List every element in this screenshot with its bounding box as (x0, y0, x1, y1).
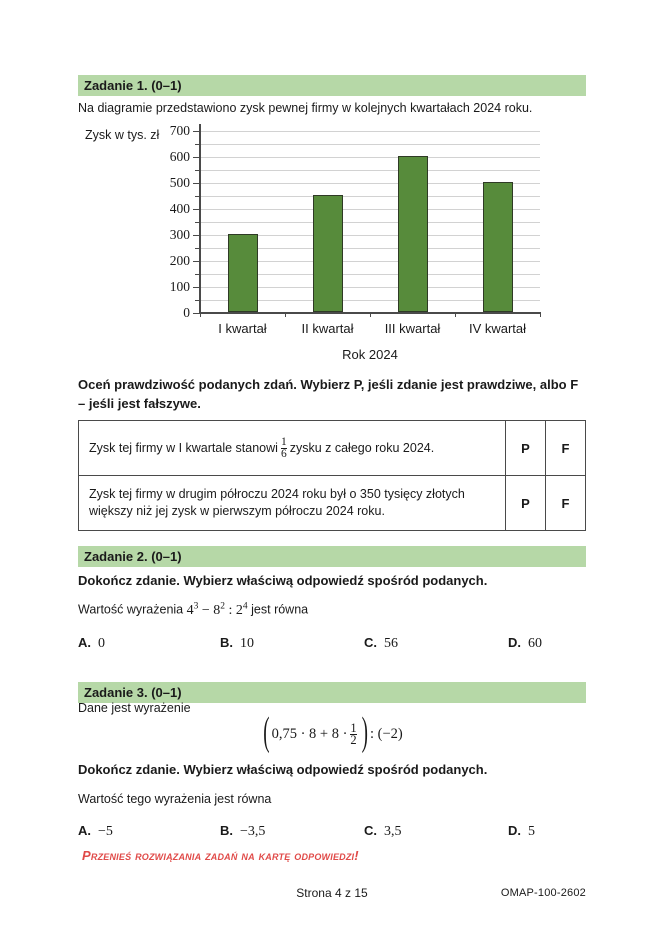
bar-II kwartał (313, 195, 343, 312)
task2-question: Wartość wyrażenia $4^3 - 8^2$ : $2^4$ jest równa (78, 601, 309, 618)
option-d: D. 60 (508, 635, 542, 651)
task2-expression: $4^3 - 8^2$ : $2^4$ (186, 601, 248, 618)
task1-instruction: Oceń prawdziwość podanych zdań. Wybierz P, jeśli zdanie jest prawdziwe, albo F – jeśli jest fałszywe. (78, 377, 579, 411)
x-axis-title: Rok 2024 (342, 347, 398, 362)
chart-plot-area (169, 123, 540, 362)
x-tick-label: I kwartał (218, 321, 267, 336)
y-tick-label: 200 (169, 253, 190, 268)
answer-f-2: F (546, 476, 586, 531)
option-b: B. 10 (220, 635, 254, 651)
option-b: B. −3,5 (220, 823, 266, 839)
fraction: $\frac{1}{2}$ (350, 720, 357, 747)
y-tick-label: 700 (169, 123, 190, 138)
option-c: C. 56 (364, 635, 398, 651)
task3-options (78, 822, 586, 842)
task1-intro: Na diagramie przedstawiono zysk pewnej firmy w kolejnych kwartałach 2024 roku. (78, 101, 533, 115)
bar-chart (78, 125, 586, 365)
bar-IV kwartał (483, 182, 513, 312)
exam-code: OMAP-100-2602 (500, 887, 586, 899)
option-a: A. −5 (78, 823, 113, 839)
task2-header: Zadanie 2. (0–1) (78, 546, 586, 567)
task3-intro: Dane jest wyrażenie (78, 701, 191, 715)
table-row (79, 421, 586, 476)
fraction: $\frac{1}{6}$ (280, 435, 287, 460)
answer-p-2: P (506, 476, 546, 531)
gridline (200, 157, 540, 158)
x-tick-label: IV kwartał (468, 321, 527, 336)
y-tick-label: 0 (183, 305, 190, 320)
task3-expression: ( 0,75 · 8 + 8 · $\frac{1}{2}$ ) : (−2) (263, 710, 403, 755)
statement-1: Zysk tej firmy w I kwartale stanowi $\frac{1}{6}$ zysku z całego roku 2024. (79, 421, 506, 476)
y-tick-label: 500 (169, 175, 190, 190)
task3-instruction: Dokończ zdanie. Wybierz właściwą odpowiedź spośród podanych. (78, 762, 488, 777)
bar-I kwartał (228, 234, 258, 312)
y-tick-label: 100 (169, 279, 190, 294)
gridline (200, 144, 540, 145)
table-row (79, 476, 586, 531)
answer-p-1: P (506, 421, 546, 476)
page-number: Strona 4 z 15 (296, 886, 368, 900)
true-false-table (78, 420, 586, 531)
y-tick-label: 400 (169, 201, 190, 216)
statement-2: Zysk tej firmy w drugim półroczu 2024 roku był o 350 tysięcy złotych większy niż jej zysk w pierwszym półroczu 2024 roku. (79, 476, 506, 531)
task3-question: Wartość tego wyrażenia jest równa (78, 792, 272, 806)
x-tick-label: II kwartał (301, 321, 354, 336)
y-tick-label: 300 (169, 227, 190, 242)
task1-header: Zadanie 1. (0–1) (78, 75, 586, 96)
y-axis-line (199, 124, 201, 314)
option-a: A. 0 (78, 635, 105, 651)
task3-header: Zadanie 3. (0–1) (78, 682, 586, 703)
option-c: C. 3,5 (364, 823, 402, 839)
gridline (200, 131, 540, 132)
y-tick-label: 600 (169, 149, 190, 164)
task2-options (78, 634, 586, 654)
answer-f-1: F (546, 421, 586, 476)
x-tick-label: III kwartał (384, 321, 441, 336)
task2-instruction: Dokończ zdanie. Wybierz właściwą odpowiedź spośród podanych. (78, 573, 488, 588)
x-axis-line (199, 312, 541, 314)
chart-y-axis-title: Zysk w tys. zł (85, 128, 160, 142)
gridline (200, 170, 540, 171)
answer-sheet-notice: Przenieś rozwiązania zadań na kartę odpowiedzi! (82, 848, 359, 863)
bar-III kwartał (398, 156, 428, 312)
option-d: D. 5 (508, 823, 535, 839)
